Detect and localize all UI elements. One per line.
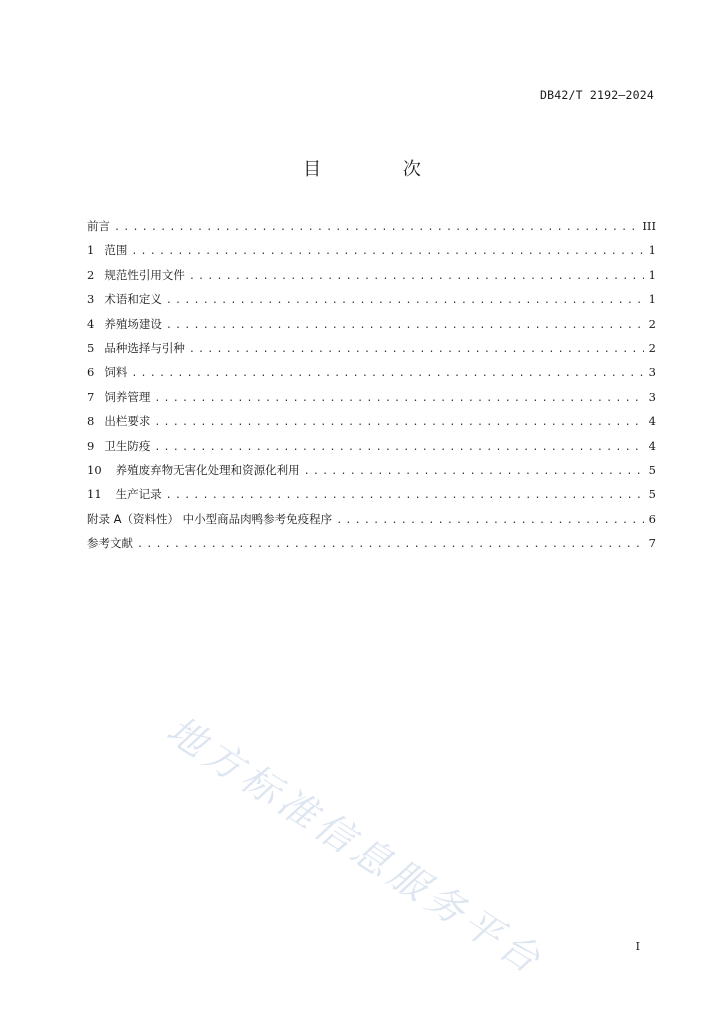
toc-entry-7[interactable] [87, 389, 656, 413]
toc-leader-dots [166, 320, 644, 331]
toc-entry-number: 6 [87, 365, 95, 380]
toc-entry-number: 4 [87, 316, 95, 331]
toc-entry-label: 品种选择与引种 [104, 340, 185, 355]
toc-entry-number: 1 [87, 243, 95, 258]
toc-entry-page: 7 [648, 536, 656, 551]
toc-entry-number: 3 [87, 292, 95, 307]
toc-entry-foreword[interactable] [87, 218, 656, 242]
toc-leader-dots [154, 393, 644, 404]
toc-entry-8[interactable] [87, 413, 656, 437]
toc-leader-dots [154, 417, 644, 428]
toc-entry-number: 8 [87, 414, 95, 429]
toc-leader-dots [304, 466, 644, 477]
toc-entry-label: 规范性引用文件 [104, 267, 185, 282]
watermark: 地方标准信息服务平台 [159, 707, 553, 985]
toc-leader-dots [166, 295, 644, 306]
toc-entry-number: 2 [87, 267, 95, 282]
toc-entry-page: 3 [648, 365, 656, 380]
toc-entry-label: 生产记录 [115, 487, 162, 502]
toc-entry-3[interactable] [87, 291, 656, 315]
toc-entry-label: 饲养管理 [104, 389, 151, 404]
toc-leader-dots [137, 539, 644, 550]
toc-entry-page: 1 [648, 292, 656, 307]
toc-entry-label: 养殖场建设 [104, 316, 162, 331]
toc-entry-6[interactable] [87, 364, 656, 388]
toc-entry-number: 9 [87, 438, 95, 453]
toc-leader-dots [131, 246, 644, 257]
toc-entry-page: 5 [648, 462, 656, 477]
toc-entry-page: 1 [648, 243, 656, 258]
toc-leader-dots [189, 344, 644, 355]
toc-entry-number: 5 [87, 340, 95, 355]
toc-entry-label: 术语和定义 [104, 292, 162, 307]
toc-entry-9[interactable] [87, 438, 656, 462]
toc-entry-page: III [642, 219, 656, 233]
toc-entry-label: 出栏要求 [104, 414, 151, 429]
toc-leader-dots [336, 515, 644, 526]
toc-entry-1[interactable] [87, 242, 656, 266]
toc-entry-label: 参考文献 [87, 536, 133, 551]
toc-entry-5[interactable] [87, 340, 656, 364]
toc-entry-label: 养殖废弃物无害化处理和资源化利用 [115, 462, 300, 477]
toc-entry-page: 2 [648, 316, 656, 331]
toc-entry-page: 4 [648, 438, 656, 453]
toc-leader-dots [166, 490, 644, 501]
toc-entry-number: 11 [87, 487, 102, 502]
toc-entry-number: 7 [87, 389, 95, 404]
toc-entry-2[interactable] [87, 267, 656, 291]
toc-entry-label: 饲料 [104, 365, 128, 380]
toc-entry-label: 附录 A（资料性） 中小型商品肉鸭参考免疫程序 [87, 511, 333, 526]
table-of-contents [87, 218, 656, 559]
toc-leader-dots [189, 271, 644, 282]
toc-entry-page: 5 [648, 487, 656, 502]
toc-entry-page: 1 [648, 267, 656, 282]
document-number: DB42/T 2192—2024 [540, 88, 654, 102]
toc-leader-dots [114, 222, 638, 233]
page-number: I [635, 940, 640, 953]
toc-entry-number: 10 [87, 462, 102, 477]
toc-leader-dots [154, 442, 644, 453]
toc-entry-page: 3 [648, 389, 656, 404]
toc-entry-page: 2 [648, 340, 656, 355]
toc-entry-references[interactable] [87, 535, 656, 559]
toc-entry-page: 4 [648, 414, 656, 429]
page-title: 目 次 [303, 159, 459, 180]
toc-entry-4[interactable] [87, 316, 656, 340]
toc-entry-label: 卫生防疫 [104, 438, 151, 453]
toc-entry-10[interactable] [87, 462, 656, 486]
toc-entry-page: 6 [648, 511, 656, 526]
toc-entry-11[interactable] [87, 486, 656, 510]
toc-entry-appendix-a[interactable] [87, 511, 656, 535]
toc-entry-label: 前言 [87, 219, 110, 233]
toc-entry-label: 范围 [104, 243, 128, 258]
toc-leader-dots [131, 368, 644, 379]
